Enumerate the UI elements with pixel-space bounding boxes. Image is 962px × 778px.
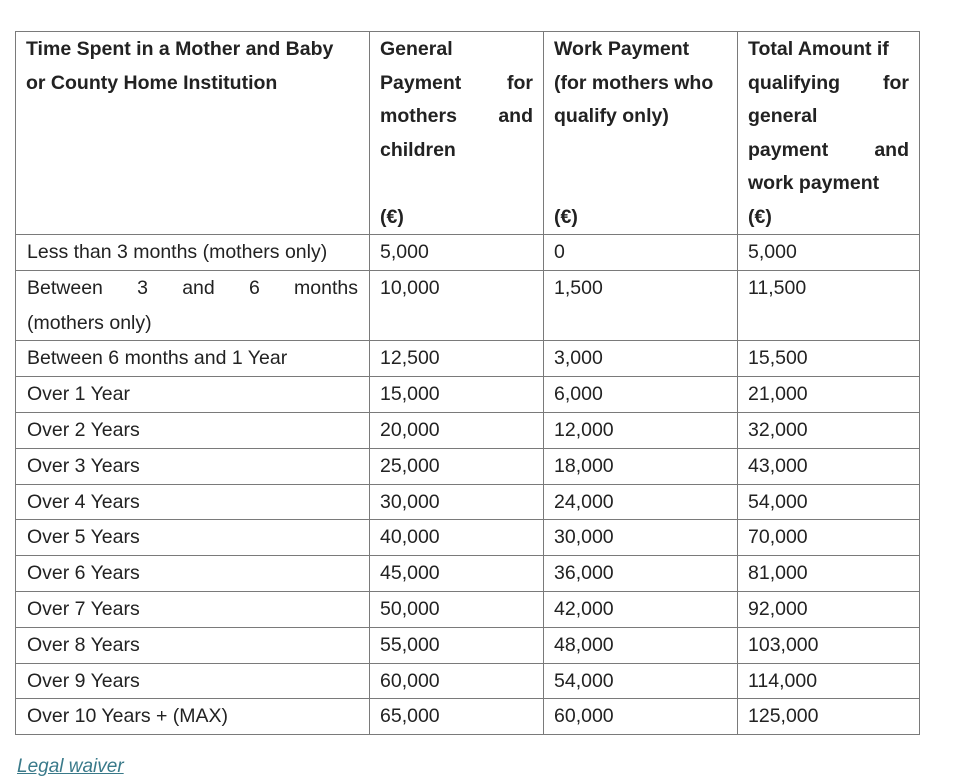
cell-general: 30,000 bbox=[370, 484, 544, 520]
cell-time bbox=[16, 270, 370, 341]
cell-general: 45,000 bbox=[370, 556, 544, 592]
header-work-line3: qualify only) bbox=[554, 105, 669, 127]
cell-general: 55,000 bbox=[370, 627, 544, 663]
cell-work: 60,000 bbox=[544, 699, 738, 735]
cell-time: Over 3 Years bbox=[16, 448, 370, 484]
table-row bbox=[16, 591, 920, 627]
table-row bbox=[16, 270, 920, 341]
header-total-unit: (€) bbox=[748, 206, 772, 228]
cell-total: 125,000 bbox=[738, 699, 920, 735]
cell-general: 50,000 bbox=[370, 591, 544, 627]
header-total-line2: qualifying for bbox=[748, 71, 909, 94]
table-row bbox=[16, 484, 920, 520]
cell-time: Over 7 Years bbox=[16, 591, 370, 627]
header-total-line1: Total Amount if bbox=[748, 38, 889, 60]
table-row bbox=[16, 377, 920, 413]
table-row bbox=[16, 556, 920, 592]
cell-work: 24,000 bbox=[544, 484, 738, 520]
header-general-line2: Payment for bbox=[380, 71, 533, 94]
header-total-line4: payment and bbox=[748, 138, 909, 161]
cell-work: 6,000 bbox=[544, 377, 738, 413]
cell-total: 32,000 bbox=[738, 412, 920, 448]
cell-time: Over 2 Years bbox=[16, 412, 370, 448]
header-total-line3: general bbox=[748, 105, 818, 127]
cell-time-line2: (mothers only) bbox=[27, 311, 152, 334]
cell-general: 20,000 bbox=[370, 412, 544, 448]
cell-total: 92,000 bbox=[738, 591, 920, 627]
cell-general: 60,000 bbox=[370, 663, 544, 699]
header-work-unit: (€) bbox=[554, 206, 578, 228]
cell-time: Over 4 Years bbox=[16, 484, 370, 520]
header-work-payment bbox=[544, 32, 738, 235]
header-general-line1: General bbox=[380, 38, 453, 60]
cell-work: 1,500 bbox=[544, 270, 738, 341]
table-row bbox=[16, 235, 920, 271]
table-row bbox=[16, 448, 920, 484]
cell-time: Over 8 Years bbox=[16, 627, 370, 663]
cell-total: 103,000 bbox=[738, 627, 920, 663]
cell-total: 70,000 bbox=[738, 520, 920, 556]
cell-total: 81,000 bbox=[738, 556, 920, 592]
cell-work: 0 bbox=[544, 235, 738, 271]
cell-total: 15,500 bbox=[738, 341, 920, 377]
header-work-line1: Work Payment bbox=[554, 38, 690, 60]
table-row bbox=[16, 627, 920, 663]
cell-general: 25,000 bbox=[370, 448, 544, 484]
cell-general: 40,000 bbox=[370, 520, 544, 556]
cell-work: 48,000 bbox=[544, 627, 738, 663]
cell-work: 12,000 bbox=[544, 412, 738, 448]
table-row bbox=[16, 412, 920, 448]
cell-general: 65,000 bbox=[370, 699, 544, 735]
header-general-payment bbox=[370, 32, 544, 235]
header-work-line2: (for mothers who bbox=[554, 71, 714, 94]
cell-work: 18,000 bbox=[544, 448, 738, 484]
cell-total: 21,000 bbox=[738, 377, 920, 413]
cell-time: Over 5 Years bbox=[16, 520, 370, 556]
header-general-line3: mothers and bbox=[380, 105, 533, 127]
header-time-line1: Time Spent in a Mother and Baby bbox=[26, 38, 334, 60]
payment-table-container bbox=[15, 31, 919, 735]
cell-time: Over 6 Years bbox=[16, 556, 370, 592]
cell-total: 54,000 bbox=[738, 484, 920, 520]
cell-time: Over 1 Year bbox=[16, 377, 370, 413]
cell-work: 42,000 bbox=[544, 591, 738, 627]
cell-time: Over 9 Years bbox=[16, 663, 370, 699]
cell-total: 5,000 bbox=[738, 235, 920, 271]
cell-time: Less than 3 months (mothers only) bbox=[16, 235, 370, 271]
table-row bbox=[16, 520, 920, 556]
cell-general: 12,500 bbox=[370, 341, 544, 377]
table-row bbox=[16, 341, 920, 377]
header-total-line5: work payment bbox=[748, 172, 880, 194]
header-general-line4: children bbox=[380, 138, 456, 161]
cell-work: 30,000 bbox=[544, 520, 738, 556]
cell-time-line1: Between 3 and 6 months bbox=[27, 276, 358, 299]
cell-total: 43,000 bbox=[738, 448, 920, 484]
header-time-line2: or County Home Institution bbox=[26, 71, 278, 94]
cell-general: 10,000 bbox=[370, 270, 544, 341]
legal-waiver-link[interactable]: Legal waiver bbox=[17, 756, 124, 777]
cell-general: 5,000 bbox=[370, 235, 544, 271]
payment-table bbox=[15, 31, 920, 735]
cell-total: 11,500 bbox=[738, 270, 920, 341]
table-row bbox=[16, 663, 920, 699]
cell-general: 15,000 bbox=[370, 377, 544, 413]
cell-time: Between 6 months and 1 Year bbox=[16, 341, 370, 377]
table-header-row bbox=[16, 32, 920, 235]
header-total-amount bbox=[738, 32, 920, 235]
cell-total: 114,000 bbox=[738, 663, 920, 699]
table-row bbox=[16, 699, 920, 735]
cell-work: 36,000 bbox=[544, 556, 738, 592]
header-general-unit: (€) bbox=[380, 206, 404, 228]
cell-work: 3,000 bbox=[544, 341, 738, 377]
header-time-spent bbox=[16, 32, 370, 235]
cell-time: Over 10 Years + (MAX) bbox=[16, 699, 370, 735]
cell-work: 54,000 bbox=[544, 663, 738, 699]
